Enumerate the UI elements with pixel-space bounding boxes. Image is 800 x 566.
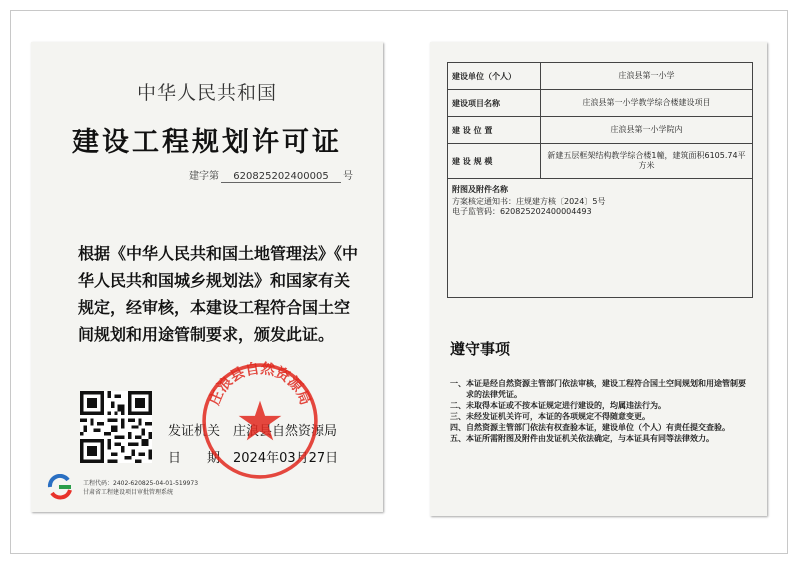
row-key: 建设单位（个人） — [448, 63, 541, 90]
project-system-logo-icon — [46, 474, 76, 500]
notes-list — [450, 378, 752, 444]
row-key: 建 设 位 置 — [448, 117, 541, 144]
permit-number: 620825202400005 — [221, 171, 341, 183]
issue-date: 2024年03月27日 — [233, 451, 339, 466]
notes-title: 遵守事项 — [450, 340, 511, 358]
qr-code-icon — [80, 391, 152, 463]
official-seal-icon — [199, 360, 321, 482]
table-row — [448, 179, 753, 298]
note-item: 三、未经发证机关许可，本证的各项规定不得随意变更。 — [450, 412, 650, 421]
note-item: 四、自然资源主管部门依法有权查验本证，建设单位（个人）有责任提交查验。 — [450, 423, 730, 432]
table-row — [448, 144, 753, 179]
svg-text:庄浪县自然资源局: 庄浪县自然资源局 — [206, 360, 314, 408]
certificate-front-page — [31, 42, 383, 512]
permit-prefix: 建字第 — [189, 171, 219, 182]
row-value: 庄浪县第一小学教学综合楼建设项目 — [541, 90, 753, 117]
row-key: 建设项目名称 — [448, 90, 541, 117]
table-row — [448, 90, 753, 117]
row-value: 新建五层框架结构教学综合楼1幢，建筑面积6105.74平方米 — [541, 144, 753, 179]
note-item: 一、本证是经自然资源主管部门依法审核，建设工程符合国土空间规划和用途管制要求的法律凭证。 — [450, 379, 746, 399]
country-name: 中华人民共和国 — [136, 82, 277, 104]
project-info-table — [447, 62, 753, 298]
row-key: 建 设 规 模 — [448, 144, 541, 179]
table-row — [448, 63, 753, 90]
attachment-item: 方案核定通知书：庄规建方核〔2024〕5号 — [452, 197, 606, 206]
certificate-body: 根据《中华人民共和国土地管理法》《中华人民共和国城乡规划法》和国家有关规定，经审核，本建设工程符合国土空间规划和用途管制要求，颁发此证。 — [78, 244, 359, 344]
row-value: 庄浪县第一小学 — [541, 63, 753, 90]
attachments-cell — [448, 179, 753, 298]
certificate-back-page — [430, 42, 767, 516]
table-row — [448, 117, 753, 144]
note-item: 五、本证所需附图及附件由发证机关依法确定，与本证具有同等法律效力。 — [450, 434, 714, 443]
certificate-title: 建设工程规划许可证 — [72, 127, 342, 158]
note-item: 二、未取得本证或不按本证规定进行建设的，均属违法行为。 — [450, 401, 666, 410]
system-name: 甘肃省工程建设项目审批管理系统 — [83, 489, 174, 496]
issuer-name: 庄浪县自然资源局 — [233, 424, 338, 439]
issuer-label: 发证机关 — [168, 424, 221, 439]
attachment-item: 电子监管码：620825202400004493 — [452, 207, 592, 216]
footer-text — [83, 479, 198, 497]
permit-suffix: 号 — [343, 171, 353, 182]
permit-number-line — [189, 167, 353, 183]
attachments-title: 附图及附件名称 — [452, 185, 508, 194]
date-label: 日 期 — [168, 451, 221, 466]
row-value: 庄浪县第一小学院内 — [541, 117, 753, 144]
project-code: 工程代码：2402-620825-04-01-519973 — [83, 480, 199, 487]
